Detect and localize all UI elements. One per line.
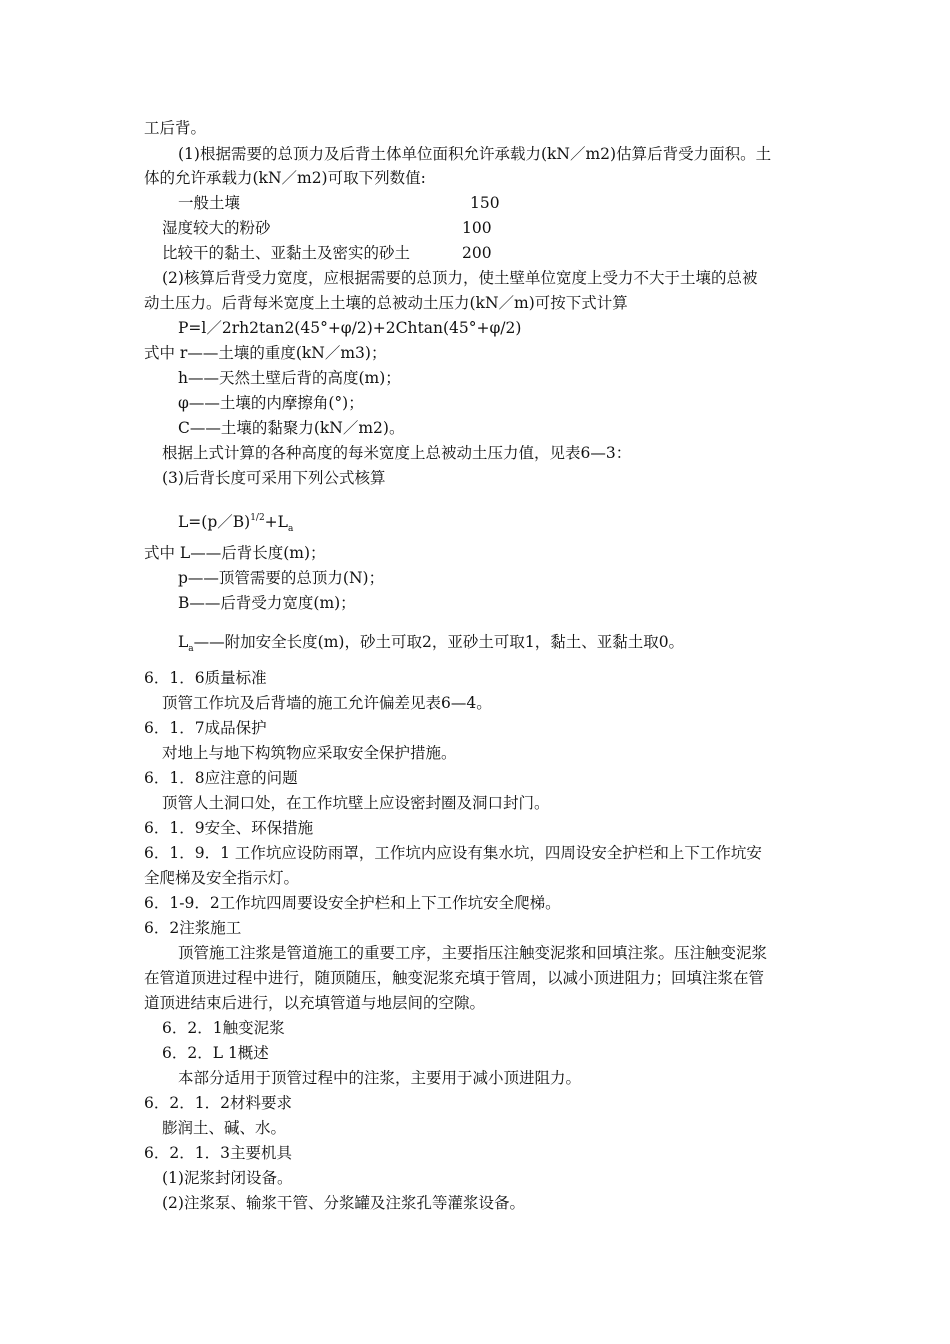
paragraph: 在管道顶进过程中进行，随顶随压，触变泥浆充填于管周，以减小顶进阻力；回填注浆在管 [144,969,765,987]
def-text: ——附加安全长度(m)，砂土可取2，亚砂土可取1，黏土、亚黏土取0。 [193,633,685,651]
soil-name: 湿度较大的粉砂 [162,219,271,237]
list-item: (1)泥浆封闭设备。 [162,1169,293,1187]
section-heading: 6．2．1．2材料要求 [144,1094,292,1112]
formula-subscript: a [287,524,294,534]
paragraph: (3)后背长度可采用下列公式核算 [162,469,386,487]
definition: 式中 r——土壤的重度(kN／m3)； [144,344,387,362]
section-heading: 6．2．1触变泥浆 [162,1019,285,1037]
definition: φ——土壤的内摩擦角(°)； [178,394,364,412]
soil-value: 100 [462,219,492,237]
section-heading: 6．2注浆施工 [144,919,242,937]
def-subscript: a [188,644,194,654]
section-heading: 6．2．L 1概述 [162,1044,269,1062]
paragraph: (2)核算后背受力宽度，应根据需要的总顶力，使土壁单位宽度上受力不大于土壤的总被 [162,269,758,287]
soil-value: 150 [470,194,500,212]
paragraph: 顶管工作坑及后背墙的施工允许偏差见表6—4。 [162,694,492,712]
section-heading: 6．1．7成品保护 [144,719,267,737]
definition: C——土壤的黏聚力(kN／m2)。 [178,419,405,437]
definition: B——后背受力宽度(m)； [178,594,356,612]
paragraph: 对地上与地下构筑物应采取安全保护措施。 [162,744,457,762]
paragraph: 6．1-9．2工作坑四周要设安全护栏和上下工作坑安全爬梯。 [144,894,561,912]
formula-exponent: 1/2 [250,513,265,523]
definition: 式中 L——后背长度(m)； [144,544,326,562]
formula-plus: +L [264,513,288,531]
definition [178,632,684,659]
soil-name: 比较干的黏土、亚黏土及密实的砂土 [162,244,411,262]
formula: P=l／2rh2tan2(45°+φ/2)+2Chtan(45°+φ/2) [178,319,522,337]
paragraph: 工后背。 [144,119,207,137]
soil-name: 一般土壤 [178,194,241,212]
paragraph: 动土压力。后背每米宽度上土壤的总被动土压力(kN／m)可按下式计算 [144,294,628,312]
paragraph: 顶管人土洞口处，在工作坑壁上应设密封圈及洞口封门。 [162,794,550,812]
paragraph: 本部分适用于顶管过程中的注浆，主要用于减小顶进阻力。 [178,1069,582,1087]
paragraph: 6．1．9．1 工作坑应设防雨罩，工作坑内应设有集水坑，四周设安全护栏和上下工作坑安 [144,844,762,862]
section-heading: 6．1．8应注意的问题 [144,769,298,787]
section-heading: 6．1．6质量标准 [144,669,267,687]
paragraph: 顶管施工注浆是管道施工的重要工序，主要指压注触变泥浆和回填注浆。压注触变泥浆 [178,944,768,962]
paragraph: 道顶进结束后进行，以充填管道与地层间的空隙。 [144,994,486,1012]
paragraph: 体的允许承载力(kN／m2)可取下列数值: [144,169,426,187]
paragraph: 全爬梯及安全指示灯。 [144,869,300,887]
paragraph: (1)根据需要的总顶力及后背土体单位面积允许承载力(kN／m2)估算后背受力面积。土 [178,145,772,163]
formula-base: L=(p／B) [178,513,251,531]
formula [178,508,293,539]
soil-value: 200 [462,244,492,262]
paragraph: 膨润土、碱、水。 [162,1119,287,1137]
section-heading: 6．1．9安全、环保措施 [144,819,314,837]
section-heading: 6．2．1．3主要机具 [144,1144,292,1162]
list-item: (2)注浆泵、输浆干管、分浆罐及注浆孔等灌浆设备。 [162,1194,525,1212]
definition: h——天然土壁后背的高度(m)； [178,369,401,387]
def-symbol: L [178,633,189,651]
paragraph: 根据上式计算的各种高度的每米宽度上总被动土压力值，见表6—3： [162,444,632,462]
definition: p——顶管需要的总顶力(N)； [178,569,385,587]
